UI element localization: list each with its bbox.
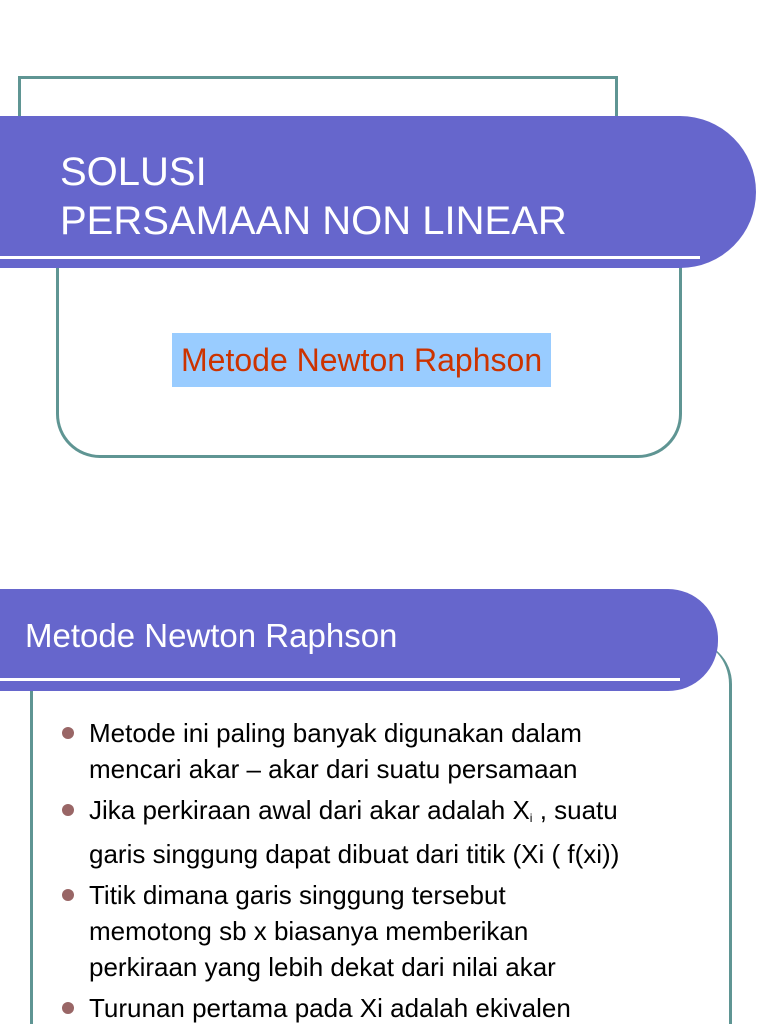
bullet-item xyxy=(60,877,740,985)
bullet-text: Jika perkiraan awal dari akar adalah X xyxy=(89,795,530,825)
slide1-title xyxy=(60,148,567,246)
bullet-line xyxy=(89,792,740,836)
slide2-bullet-list xyxy=(60,715,740,1024)
bullet-line: mencari akar – akar dari suatu persamaan xyxy=(89,754,578,784)
bullet-dot-icon xyxy=(62,889,74,901)
bullet-item xyxy=(60,715,740,787)
bullet-line: Metode ini paling banyak digunakan dalam xyxy=(89,718,582,748)
slide2-title: Metode Newton Raphson xyxy=(25,617,398,654)
bullet-line: perkiraan yang lebih dekat dari nilai akar xyxy=(89,952,556,982)
bullet-text: , suatu xyxy=(532,795,618,825)
bullet-dot-icon xyxy=(62,727,74,739)
bullet-line: garis singgung dapat dibuat dari titik (Xi ( f(xi)) xyxy=(89,839,620,869)
bullet-line: Turunan pertama pada Xi adalah ekivalen xyxy=(89,993,571,1023)
bullet-dot-icon xyxy=(62,1002,74,1014)
subscript: i xyxy=(529,811,533,825)
slide1-title-line1: SOLUSI xyxy=(60,150,207,194)
bullet-item xyxy=(60,990,740,1024)
bullet-item xyxy=(60,792,740,872)
bullet-dot-icon xyxy=(62,804,74,816)
slide2-banner-divider xyxy=(0,678,680,681)
slide1-banner-divider xyxy=(0,256,700,259)
slide1-subtitle: Metode Newton Raphson xyxy=(172,333,551,387)
slide1-title-line2: PERSAMAAN NON LINEAR xyxy=(60,199,567,243)
bullet-line: memotong sb x biasanya memberikan xyxy=(89,916,529,946)
bullet-line: Titik dimana garis singgung tersebut xyxy=(89,880,506,910)
